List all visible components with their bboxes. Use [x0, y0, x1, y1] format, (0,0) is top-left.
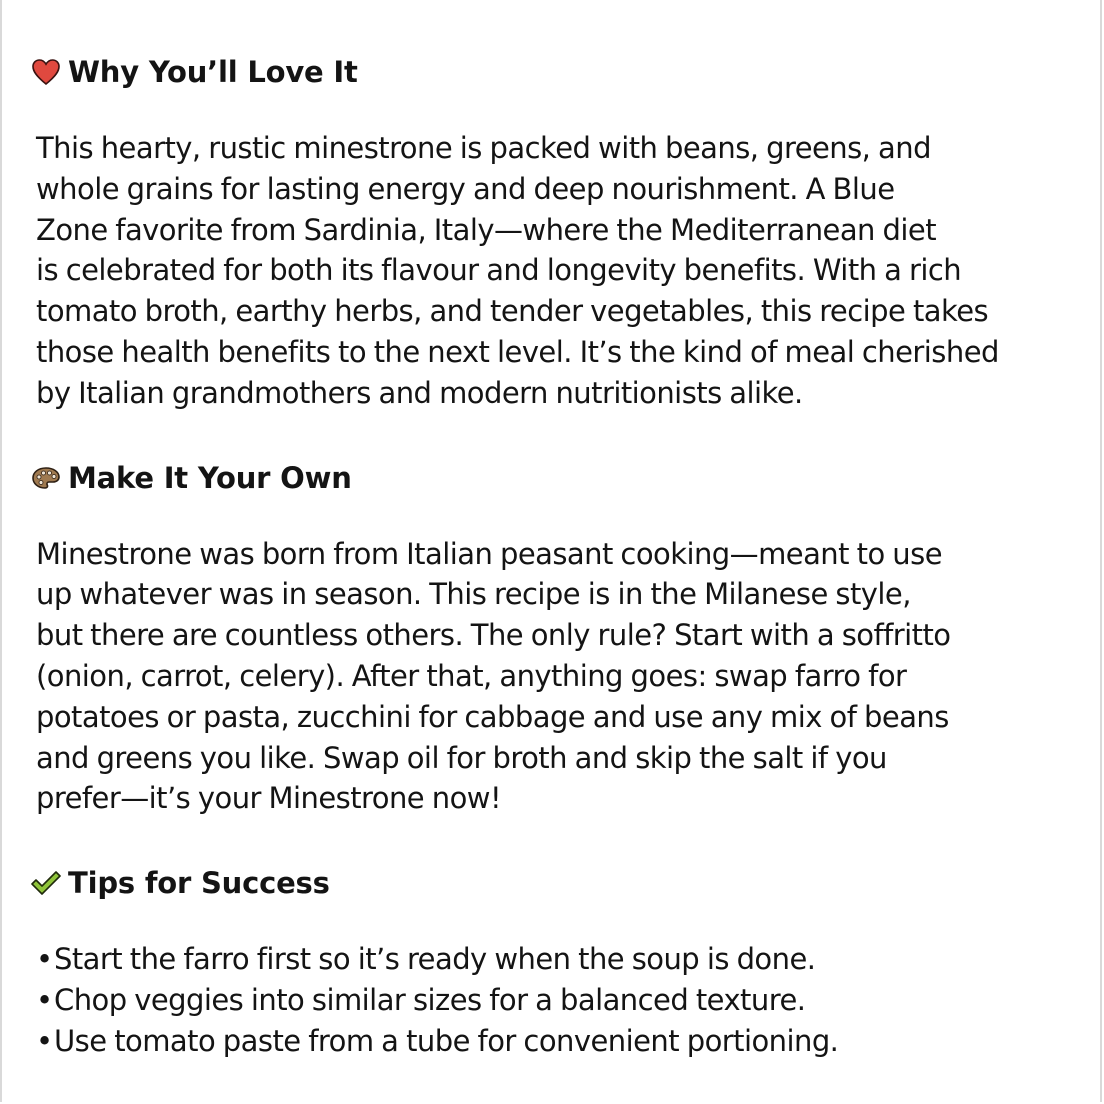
bullet: • — [36, 982, 53, 1017]
bullet: • — [36, 942, 53, 977]
section-heading-tips — [36, 859, 1088, 907]
list-item — [36, 939, 1088, 980]
section-title: Why You’ll Love It — [68, 55, 358, 89]
list-item-text: Start the farro first so it’s ready when the soup is done. — [54, 942, 816, 977]
section-body-why-love — [36, 128, 1088, 414]
text-line: those health benefits to the next level. It’s the kind of meal cherished — [36, 334, 999, 369]
text-line: up whatever was in season. This recipe is in the Milanese style, — [36, 577, 911, 612]
text-line: but there are countless others. The only rule? Start with a soffritto — [36, 618, 951, 653]
text-line: is celebrated for both its flavour and longevity benefits. With a rich — [36, 253, 962, 288]
text-line: This hearty, rustic minestrone is packed with beans, greens, and — [36, 131, 931, 165]
text-line: (onion, carrot, celery). After that, anything goes: swap farro for — [36, 658, 907, 693]
list-item-text: Use tomato paste from a tube for convenient portioning. — [54, 1023, 839, 1058]
list-item-text: Chop veggies into similar sizes for a balanced texture. — [54, 982, 806, 1017]
text-line: Minestrone was born from Italian peasant cooking—meant to use — [36, 536, 942, 571]
recipe-notes — [36, 48, 1088, 1062]
section-title: Make It Your Own — [68, 460, 352, 495]
text-line: by Italian grandmothers and modern nutritionists alike. — [36, 375, 803, 410]
check-mark-icon — [30, 867, 62, 899]
palette-icon — [30, 462, 62, 494]
text-line: tomato broth, earthy herbs, and tender vegetables, this recipe takes — [36, 294, 989, 329]
list-item — [36, 1021, 1088, 1062]
text-line: Zone favorite from Sardinia, Italy—where the Mediterranean diet — [36, 212, 937, 247]
heart-icon — [30, 56, 62, 88]
text-line: and greens you like. Swap oil for broth and skip the salt if you — [36, 740, 887, 775]
text-line: whole grains for lasting energy and deep nourishment. A Blue — [36, 171, 895, 206]
section-heading-why-love — [36, 48, 1088, 96]
section-heading-make-own — [36, 454, 1088, 502]
section-title: Tips for Success — [68, 866, 330, 901]
tips-list — [36, 939, 1088, 1061]
text-line: potatoes or pasta, zucchini for cabbage and use any mix of beans — [36, 699, 949, 734]
text-line: prefer—it’s your Minestrone now! — [36, 781, 502, 816]
list-item — [36, 980, 1088, 1021]
section-body-make-own — [36, 534, 1088, 820]
bullet: • — [36, 1023, 53, 1058]
